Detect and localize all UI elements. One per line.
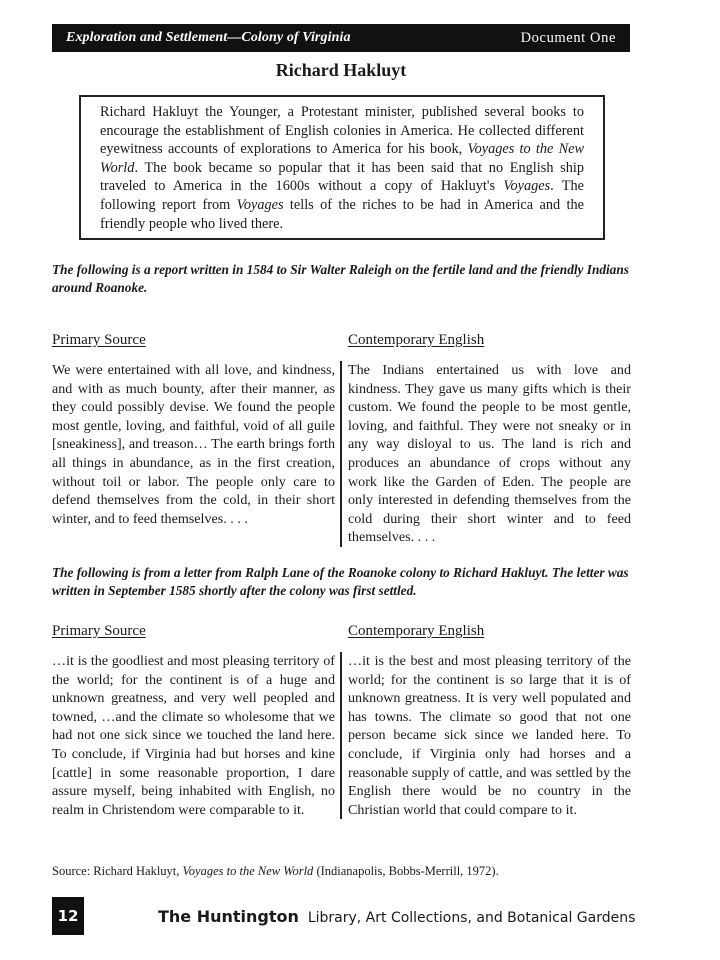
header-document-label: Document One: [520, 29, 616, 46]
section2-lead: The following is from a letter from Ralph Lane of the Roanoke colony to Richard Hakluyt. The letter was written in September 1585 shortly after the colony was first settled.: [52, 565, 629, 598]
source-book-title: Voyages to the New World: [182, 864, 314, 878]
source-prefix: Source: Richard Hakluyt,: [52, 864, 183, 878]
header-bar: [52, 24, 630, 52]
page-number: 12: [52, 897, 84, 935]
section2-primary-text: …it is the goodliest and most pleasing territory of the world; for the continent is of a huge and unknown greatness, and very well peopled and towned, …and the climate so wholesome that we had not one sick since we touched the land here. To conclude, if Virginia had but horses and kine [cattle] in some reasonable proportion, I dare assure myself, being inhabited with English, no realm in Christendom were comparable to it.: [52, 653, 335, 818]
header-unit-title: Exploration and Settlement—Colony of Virginia: [66, 30, 351, 45]
section2-primary-heading: Primary Source: [52, 623, 146, 639]
section1-modern-heading: Contemporary English: [348, 332, 485, 348]
footer-brand-rest: Library, Art Collections, and Botanical Gardens: [307, 910, 636, 926]
intro-text: . The following report from: [100, 178, 584, 213]
section1-primary-heading: Primary Source: [52, 332, 146, 348]
source-citation: [52, 864, 499, 879]
intro-book-title: Voyages to the New World: [100, 141, 584, 176]
intro-box: [79, 95, 605, 240]
section2-modern-text: …it is the best and most pleasing territory of the world; for the continent is so large that it is of unknown greatness. It is very well populated and has towns. The climate so good that not one person became sick since we landed here. To conclude, if Virginia only had horses and a reasonable supply of cattle, and was settled by the English there would be no country in the Christian world that could compare to it.: [340, 652, 631, 819]
footer-brand-name: The Huntington: [158, 907, 299, 926]
intro-text: Richard Hakluyt the Younger, a Protestant minister, published several books to encourage the establishment of English colonies in America. He collected different eyewitness accounts of explorations to America for his book,: [100, 104, 584, 158]
page-title: Richard Hakluyt: [275, 60, 407, 80]
intro-text: . The book became so popular that it has been said that no English ship traveled to America in the 1600s without a copy of Hakluyt's: [100, 159, 584, 195]
section1-lead: The following is a report written in 1584 to Sir Walter Raleigh on the fertile land and the friendly Indians around Roanoke.: [52, 262, 629, 295]
footer-brand: [158, 907, 635, 926]
section1-modern-text: The Indians entertained us with love and kindness. They gave us many gifts which is their custom. We found the people to be most gentle, loving, and faithful. They were not sneaky or in any way disloyal to us. The land is rich and produces an abundance of crops without any work like the Garden of Eden. The people are only interested in defending themselves from the cold during their short winter and to feed themselves. . . .: [340, 361, 631, 547]
section2-modern-heading: Contemporary English: [348, 623, 485, 639]
intro-book-title: Voyages: [236, 196, 284, 213]
intro-text: tells of the riches to be had in America and the friendly people who lived there.: [100, 196, 584, 232]
source-suffix: (Indianapolis, Bobbs-Merrill, 1972).: [313, 864, 499, 878]
intro-book-title: Voyages: [503, 178, 551, 195]
section1-primary-text: We were entertained with all love, and kindness, and with as much bounty, after their manner, as they could possibly devise. We found the people most gentle, loving, and faithful, void of all guile [sneakiness], and treason… The earth brings forth all things in abundance, as in the first creation, without toil or labor. The people only care to defend themselves from the cold, in their short winter, and to feed themselves. . . .: [52, 362, 335, 527]
